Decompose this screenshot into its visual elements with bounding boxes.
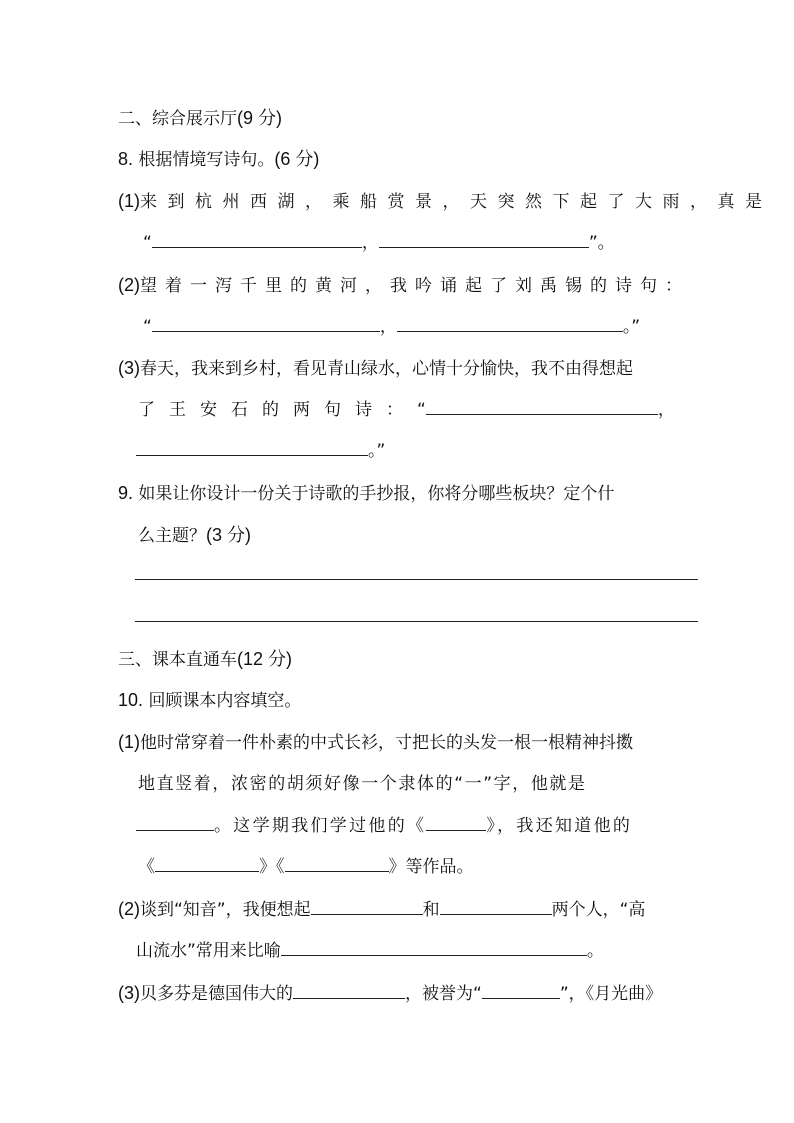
q9-line1 xyxy=(118,482,614,505)
q10-p1-line2 xyxy=(138,773,587,795)
q8-number: 8. xyxy=(118,149,134,169)
q8-p1-open-quote: “ xyxy=(143,233,152,253)
q8-p2-blank-1[interactable] xyxy=(152,317,380,332)
q10-p2-text1b: 和 xyxy=(422,900,440,920)
q10-p1-line1 xyxy=(118,731,633,754)
q8-p1-blank-2[interactable] xyxy=(379,233,589,248)
q8-p3-line2 xyxy=(138,399,675,421)
q8-p2-open-quote: “ xyxy=(143,317,152,337)
q8-p2-number: (2) xyxy=(118,275,140,295)
q9-answer-line-1[interactable] xyxy=(135,579,698,580)
q8-p3-blank-1[interactable] xyxy=(426,400,658,415)
q8-p3-sep: ， xyxy=(657,400,675,420)
q10-p2-number: (2) xyxy=(118,899,140,919)
q8-p2-line2 xyxy=(143,316,640,338)
q8-p3-text2: 了王安石的两句诗： xyxy=(138,400,417,420)
q8-p3-text1: 春天，我来到乡村，看见青山绿水，心情十分愉快，我不由得想起 xyxy=(140,359,633,379)
q10-p1-blank-work[interactable] xyxy=(426,816,486,831)
section2-heading xyxy=(118,107,282,130)
q10-p1-text1: 他时常穿着一件朴素的中式长衫，寸把长的头发一根一根精神抖擞 xyxy=(140,733,633,753)
q9-line2 xyxy=(138,524,251,547)
q10-p3-line1 xyxy=(118,982,662,1005)
q8-p1-sep: ， xyxy=(361,233,379,253)
q10-p1-blank-name[interactable] xyxy=(136,816,214,831)
q10-p2-text1c: 两个人，“高 xyxy=(551,900,646,920)
q8-heading xyxy=(118,148,319,171)
q9-answer-line-2[interactable] xyxy=(135,621,698,622)
section3-score: (12 分) xyxy=(237,649,293,669)
q8-p2-text: 望着一泻千里的黄河，我吟诵起了刘禹锡的诗句： xyxy=(140,276,690,296)
q10-p1-blank-work-3[interactable] xyxy=(285,857,389,872)
q10-p1-text3a: 。这学期我们学过他的《 xyxy=(214,816,427,836)
q10-p3-blank-title[interactable] xyxy=(293,984,405,999)
q8-p3-line3 xyxy=(136,440,385,462)
q8-text: 根据情境写诗句。 xyxy=(138,150,275,170)
q9-number: 9. xyxy=(118,483,134,503)
q8-p2-close-quote: 。” xyxy=(622,317,641,337)
q8-p1-line2 xyxy=(143,232,615,254)
q8-p2-sep: ， xyxy=(379,317,397,337)
q8-p1-line1 xyxy=(118,190,773,213)
q9-text2: 么主题？ xyxy=(138,526,206,546)
q10-p2-blank-person-1[interactable] xyxy=(311,900,423,915)
q10-number: 10. xyxy=(118,690,144,710)
q10-heading xyxy=(118,689,301,712)
q9-text1: 如果让你设计一份关于诗歌的手抄报，你将分哪些板块？定个什 xyxy=(138,484,615,504)
q8-p3-number: (3) xyxy=(118,358,140,378)
q8-p2-blank-2[interactable] xyxy=(397,317,623,332)
q10-p2-text1a: 谈到“知音”，我便想起 xyxy=(140,900,311,920)
q8-p1-text: 来到杭州西湖，乘船赏景，天突然下起了大雨，真是 xyxy=(140,192,773,212)
q10-p2-blank-person-2[interactable] xyxy=(440,900,552,915)
q10-p3-text1b: ，被誉为“ xyxy=(405,984,482,1004)
q10-p1-line3 xyxy=(136,815,632,837)
q10-p1-line4 xyxy=(138,856,474,878)
q10-p1-text4a: 《 xyxy=(138,857,155,877)
section3-heading xyxy=(118,648,292,671)
q10-p2-text2a: 山流水”常用来比喻 xyxy=(136,941,281,961)
q10-p1-blank-work-2[interactable] xyxy=(155,857,259,872)
q10-p1-text4b: 》《 xyxy=(259,857,285,877)
q8-p1-number: (1) xyxy=(118,191,140,211)
section2-title: 二、综合展示厅 xyxy=(118,109,237,129)
q10-p2-line2 xyxy=(136,940,604,962)
q10-p3-number: (3) xyxy=(118,983,140,1003)
q8-p3-line1 xyxy=(118,357,633,380)
q9-score: (3 分) xyxy=(206,525,251,545)
q8-p3-close-quote: 。” xyxy=(368,441,386,461)
q8-p1-close-quote: ”。 xyxy=(588,233,615,253)
q10-p2-text2b: 。 xyxy=(586,941,604,961)
section2-score: (9 分) xyxy=(237,108,282,128)
q8-p3-open-quote: “ xyxy=(417,400,426,420)
q8-score: (6 分) xyxy=(274,149,320,169)
q8-p3-blank-2[interactable] xyxy=(136,441,368,456)
q10-p2-line1 xyxy=(118,898,645,921)
q10-p3-text1c: ”，《月光曲》 xyxy=(559,984,663,1004)
q10-p1-text2: 地直竖着，浓密的胡须好像一个隶体的“一”字，他就是 xyxy=(138,774,587,794)
q8-p2-line1 xyxy=(118,274,690,297)
q10-p2-blank-metaphor[interactable] xyxy=(281,941,587,956)
q10-p1-number: (1) xyxy=(118,732,140,752)
q10-p1-text4c: 》等作品。 xyxy=(388,857,474,877)
q8-p1-blank-1[interactable] xyxy=(152,233,362,248)
q10-p3-blank-honor[interactable] xyxy=(482,984,560,999)
q10-p1-text3b: 》，我还知道他的 xyxy=(486,816,633,836)
q10-text: 回顾课本内容填空。 xyxy=(148,691,302,711)
section3-title: 三、课本直通车 xyxy=(118,650,237,670)
q10-p3-text1a: 贝多芬是德国伟大的 xyxy=(140,984,293,1004)
